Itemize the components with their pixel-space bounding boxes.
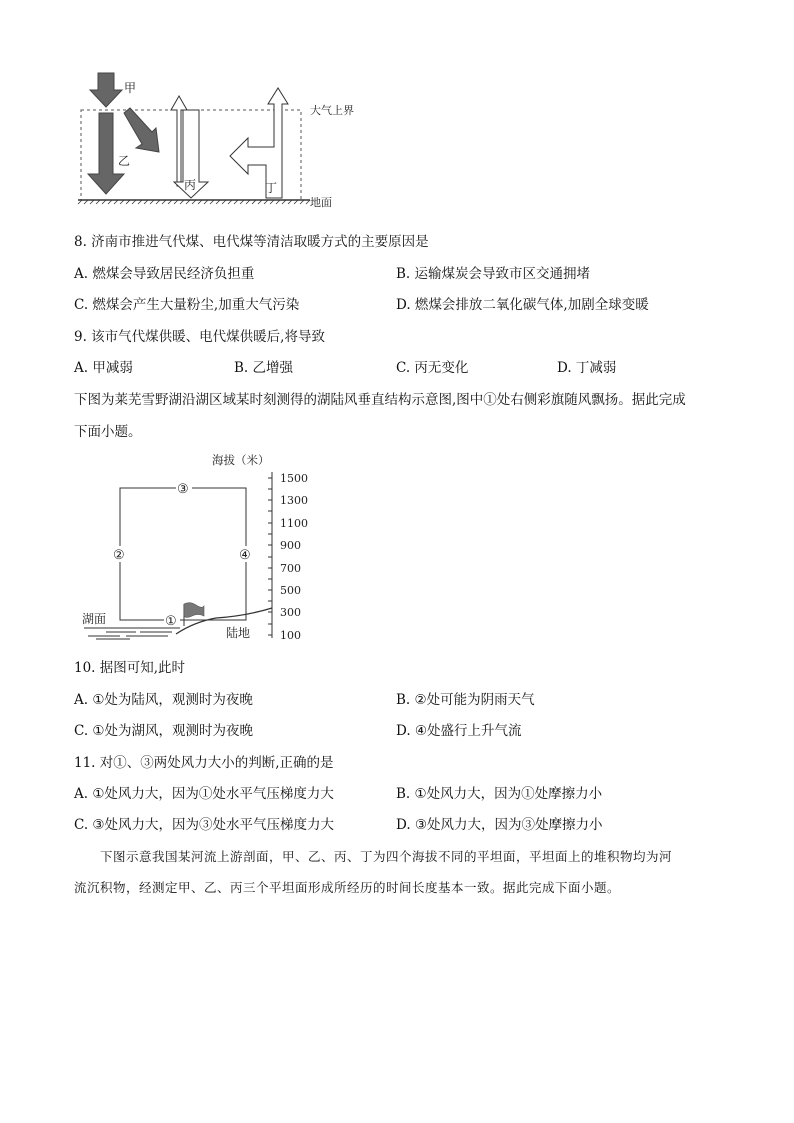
- q8-option-a[interactable]: A. 燃煤会导致居民经济负担重: [74, 266, 255, 282]
- arrow-reflect: [124, 108, 159, 152]
- intro2-line2: 下面小题。: [74, 424, 142, 440]
- axis-title: 海拔（米）: [212, 453, 270, 467]
- label-yi: 乙: [118, 154, 131, 168]
- tick-1300: 1300: [280, 494, 308, 507]
- intro3-line1: 下图示意我国某河流上游剖面，甲、乙、丙、丁为四个海拔不同的平坦面，平坦面上的堆积物均为河: [100, 849, 673, 864]
- tick-700: 700: [280, 562, 301, 575]
- q9-option-d[interactable]: D. 丁减弱: [557, 360, 617, 376]
- q8-stem: 8. 济南市推进气代煤、电代煤等清洁取暖方式的主要原因是: [74, 234, 429, 250]
- q10-option-a[interactable]: A. ①处为陆风，观测时为夜晚: [74, 692, 253, 708]
- radiation-figure: [70, 70, 370, 212]
- q9-option-c[interactable]: C. 丙无变化: [396, 360, 469, 376]
- label-circle-3: ③: [177, 482, 189, 497]
- q11-stem: 11. 对①、③两处风力大小的判断,正确的是: [74, 755, 334, 771]
- q8-option-b[interactable]: B. 运输煤炭会导致市区交通拥堵: [396, 266, 591, 282]
- flag-icon: [184, 603, 204, 618]
- q8-option-d[interactable]: D. 燃煤会排放二氧化碳气体,加剧全球变暖: [396, 297, 649, 313]
- tick-100: 100: [280, 629, 301, 642]
- label-lake: 湖面: [82, 612, 107, 626]
- label-ding: 丁: [265, 181, 278, 195]
- tick-1500: 1500: [280, 472, 308, 485]
- tick-900: 900: [280, 539, 301, 552]
- lake-water: [84, 628, 180, 639]
- arrow-ding: [230, 88, 288, 198]
- q10-option-d[interactable]: D. ④处盛行上升气流: [396, 723, 522, 739]
- label-ground: 地面: [310, 196, 332, 209]
- axis-ticks: [268, 478, 272, 635]
- q8-option-c[interactable]: C. 燃煤会产生大量粉尘,加重大气污染: [74, 297, 300, 313]
- q9-stem: 9. 该市气代煤供暖、电代煤供暖后,将导致: [74, 329, 325, 345]
- q11-option-a[interactable]: A. ①处风力大，因为①处水平气压梯度力大: [74, 786, 334, 802]
- tick-500: 500: [280, 584, 301, 597]
- q11-option-b[interactable]: B. ①处风力大，因为①处摩擦力小: [396, 786, 603, 802]
- label-circle-2: ②: [113, 548, 125, 563]
- q9-option-b[interactable]: B. 乙增强: [234, 360, 294, 376]
- intro3-line2: 流沉积物，经测定甲、乙、丙三个平坦面形成所经历的时间长度基本一致。据此完成下面小题。: [74, 880, 621, 895]
- circulation-loop: [120, 488, 246, 620]
- q10-stem: 10. 据图可知,此时: [74, 660, 186, 676]
- arrow-jia: [90, 73, 122, 107]
- label-land: 陆地: [226, 626, 251, 640]
- q11-option-d[interactable]: D. ③处风力大，因为③处摩擦力小: [396, 817, 603, 833]
- label-circle-1: ①: [165, 614, 177, 629]
- label-top: 大气上界: [310, 104, 354, 117]
- q10-option-c[interactable]: C. ①处为湖风，观测时为夜晚: [74, 723, 254, 739]
- q11-option-c[interactable]: C. ③处风力大，因为③处水平气压梯度力大: [74, 817, 335, 833]
- lake-breeze-figure: [76, 446, 326, 646]
- q9-option-a[interactable]: A. 甲减弱: [74, 360, 133, 376]
- intro2-line1: 下图为莱芜雪野湖沿湖区域某时刻测得的湖陆风垂直结构示意图,图中①处右侧彩旗随风飘扬。据此完成: [74, 392, 686, 408]
- q10-option-b[interactable]: B. ②处可能为阴雨天气: [396, 692, 535, 708]
- label-jia: 甲: [124, 81, 137, 95]
- tick-300: 300: [280, 606, 301, 619]
- label-circle-4: ④: [239, 548, 251, 563]
- label-bing: 丙: [184, 178, 197, 192]
- tick-1100: 1100: [280, 517, 308, 530]
